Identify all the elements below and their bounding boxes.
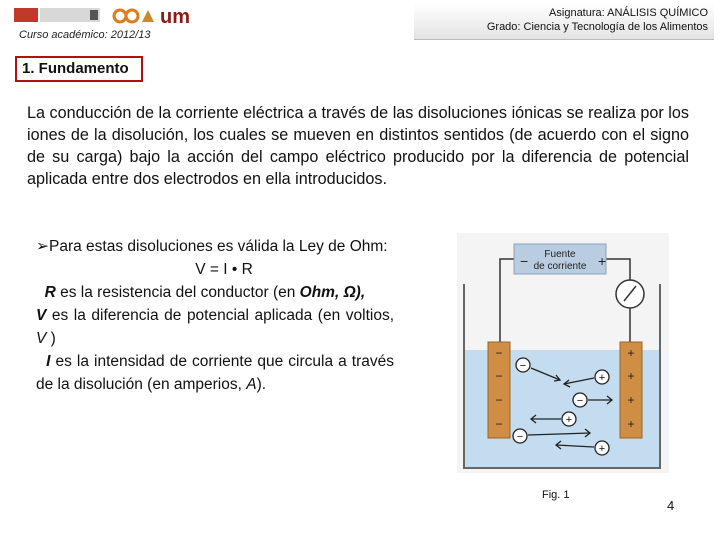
cathode-sign-3: − [495, 393, 503, 407]
orange-mark-logo [142, 10, 154, 22]
cathode-sign-4: − [495, 417, 503, 431]
conductivity-cell-figure [456, 232, 670, 474]
v-definition [36, 304, 394, 350]
subject-header [414, 3, 714, 40]
cation-3-sign: + [598, 443, 606, 455]
logos-graphic [14, 6, 204, 28]
cathode-sign-2: − [495, 369, 503, 383]
i-unit: A [246, 376, 257, 393]
source-label-1: Fuente [544, 249, 576, 260]
r-definition [36, 281, 394, 304]
figure-caption: Fig. 1 [542, 489, 570, 501]
i-symbol: I [46, 353, 51, 370]
anode-sign-3: + [627, 393, 635, 407]
anion-3-sign: − [516, 431, 524, 443]
red-flag-logo [14, 8, 38, 22]
v-text: es la diferencia de potencial aplicada (en voltios, [46, 307, 394, 324]
i-text: es la intensidad de corriente que circula a través de la disolución (en amperios, [36, 353, 394, 393]
v-close: ) [46, 330, 56, 347]
ohm-formula: V = I • R [195, 261, 253, 278]
source-label-2: de corriente [533, 261, 587, 272]
anode-sign-2: + [627, 369, 635, 383]
orange-ring-logo [114, 10, 126, 22]
um-logo: um [160, 6, 190, 28]
course-year: Curso académico: 2012/13 [19, 29, 151, 41]
source-minus: − [520, 253, 529, 269]
v-symbol: V [36, 307, 47, 324]
institution-logos [14, 6, 204, 28]
page-number: 4 [667, 498, 675, 513]
cation-1-sign: + [598, 372, 606, 384]
degree-line: Grado: Ciencia y Tecnología de los Alimentos [486, 21, 708, 33]
intro-paragraph: La conducción de la corriente eléctrica a través de las disoluciones iónicas se realiza por los iones de la disolución, los cuales se mueven en distintos sentidos (de acuerdo con el signo de su carga) bajo la acción del campo eléctrico producido por la diferencia de potencial aplicada entre dos electrodos en ella introducidos. [27, 104, 689, 188]
r-symbol: R [44, 284, 56, 301]
anode-sign-1: + [627, 346, 635, 360]
cation-2-sign: + [565, 414, 573, 426]
i-definition [36, 350, 394, 396]
anion-2-sign: − [576, 395, 584, 407]
arrow-bullet-icon: ➢ [36, 238, 49, 255]
orange-ring-logo-2 [126, 10, 138, 22]
crest-logo [90, 10, 98, 20]
r-text: es la resistencia del conductor (en [55, 284, 300, 301]
subject-line: Asignatura: ANÁLISIS QUÍMICO [549, 7, 708, 19]
v-unit: V [36, 330, 47, 347]
source-plus: + [598, 253, 607, 269]
i-close: ). [256, 376, 267, 393]
section-title: 1. Fundamento [15, 56, 143, 82]
ohm-lead-text: Para estas disoluciones es válida la Ley de Ohm: [49, 238, 388, 255]
ohm-lead [36, 235, 394, 258]
anode-sign-4: + [627, 417, 635, 431]
r-unit: Ohm, Ω), [299, 284, 366, 301]
ohm-law-block [36, 235, 394, 396]
cathode-sign-1: − [495, 346, 503, 360]
anion-1-sign: − [519, 360, 527, 372]
